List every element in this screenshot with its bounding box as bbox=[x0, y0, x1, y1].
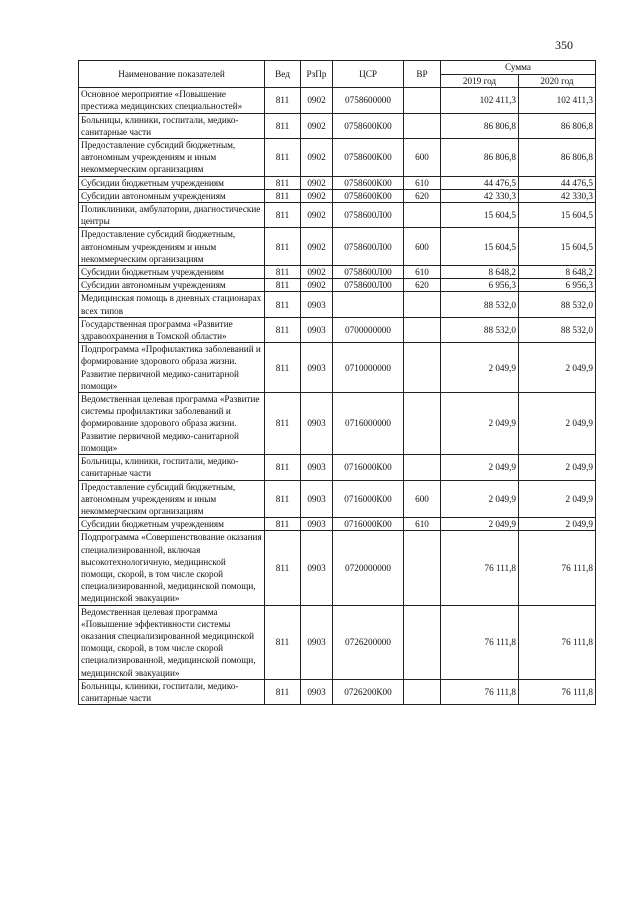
cell-csr: 0758600К00 bbox=[333, 189, 404, 202]
cell-csr: 0700000000 bbox=[333, 317, 404, 342]
cell-vr bbox=[404, 203, 441, 228]
cell-rzpr: 0902 bbox=[301, 176, 333, 189]
cell-sum-2020: 2 049,9 bbox=[519, 455, 596, 480]
cell-name: Субсидии автономным учреждениям bbox=[79, 189, 265, 202]
cell-name: Ведомственная целевая программа «Повышение эффективности системы оказания специализированной медицинской помощи, скорой, в том числе скорой специализированной, медицинской помощи, медицинской эвакуации» bbox=[79, 605, 265, 679]
cell-csr: 0716000К00 bbox=[333, 480, 404, 518]
header-2019: 2019 год bbox=[441, 75, 519, 88]
cell-csr: 0726200К00 bbox=[333, 679, 404, 704]
cell-sum-2020: 15 604,5 bbox=[519, 203, 596, 228]
cell-sum-2020: 42 330,3 bbox=[519, 189, 596, 202]
cell-sum-2020: 76 111,8 bbox=[519, 605, 596, 679]
table-row bbox=[79, 393, 596, 455]
cell-vr bbox=[404, 605, 441, 679]
cell-ved: 811 bbox=[265, 455, 301, 480]
cell-rzpr: 0902 bbox=[301, 279, 333, 292]
header-rzpr: РзПр bbox=[301, 61, 333, 88]
cell-name: Предоставление субсидий бюджетным, автономным учреждениям и иным некоммерческим организациям bbox=[79, 480, 265, 518]
cell-sum-2019: 102 411,3 bbox=[441, 88, 519, 113]
page-number: 350 bbox=[555, 38, 573, 52]
table-row bbox=[79, 266, 596, 279]
table-row bbox=[79, 113, 596, 138]
cell-vr: 600 bbox=[404, 480, 441, 518]
cell-ved: 811 bbox=[265, 343, 301, 393]
cell-vr: 600 bbox=[404, 228, 441, 266]
cell-sum-2019: 76 111,8 bbox=[441, 605, 519, 679]
cell-vr bbox=[404, 393, 441, 455]
cell-sum-2020: 2 049,9 bbox=[519, 393, 596, 455]
cell-rzpr: 0903 bbox=[301, 292, 333, 317]
cell-vr bbox=[404, 679, 441, 704]
cell-name: Предоставление субсидий бюджетным, автономным учреждениям и иным некоммерческим организациям bbox=[79, 139, 265, 177]
table-row bbox=[79, 279, 596, 292]
table-row bbox=[79, 203, 596, 228]
cell-rzpr: 0903 bbox=[301, 343, 333, 393]
cell-csr: 0710000000 bbox=[333, 343, 404, 393]
cell-ved: 811 bbox=[265, 189, 301, 202]
table-row bbox=[79, 518, 596, 531]
cell-sum-2020: 88 532,0 bbox=[519, 317, 596, 342]
cell-rzpr: 0902 bbox=[301, 203, 333, 228]
cell-rzpr: 0903 bbox=[301, 480, 333, 518]
cell-ved: 811 bbox=[265, 176, 301, 189]
table-row bbox=[79, 317, 596, 342]
cell-vr bbox=[404, 343, 441, 393]
cell-vr: 610 bbox=[404, 176, 441, 189]
cell-ved: 811 bbox=[265, 605, 301, 679]
cell-ved: 811 bbox=[265, 393, 301, 455]
table-row bbox=[79, 88, 596, 113]
table-header bbox=[79, 61, 596, 88]
cell-sum-2019: 2 049,9 bbox=[441, 343, 519, 393]
cell-name: Субсидии бюджетным учреждениям bbox=[79, 266, 265, 279]
cell-csr: 0758600Л00 bbox=[333, 266, 404, 279]
cell-csr: 0726200000 bbox=[333, 605, 404, 679]
cell-ved: 811 bbox=[265, 203, 301, 228]
header-2020: 2020 год bbox=[519, 75, 596, 88]
cell-ved: 811 bbox=[265, 679, 301, 704]
cell-csr bbox=[333, 292, 404, 317]
cell-name: Субсидии автономным учреждениям bbox=[79, 279, 265, 292]
cell-vr: 620 bbox=[404, 279, 441, 292]
cell-ved: 811 bbox=[265, 113, 301, 138]
cell-vr bbox=[404, 317, 441, 342]
cell-ved: 811 bbox=[265, 266, 301, 279]
cell-vr bbox=[404, 455, 441, 480]
cell-vr bbox=[404, 113, 441, 138]
cell-rzpr: 0902 bbox=[301, 139, 333, 177]
header-ved: Вед bbox=[265, 61, 301, 88]
cell-csr: 0758600Л00 bbox=[333, 279, 404, 292]
cell-sum-2020: 15 604,5 bbox=[519, 228, 596, 266]
cell-rzpr: 0902 bbox=[301, 189, 333, 202]
cell-ved: 811 bbox=[265, 480, 301, 518]
cell-sum-2020: 76 111,8 bbox=[519, 679, 596, 704]
cell-vr: 610 bbox=[404, 266, 441, 279]
header-sum: Сумма bbox=[441, 61, 596, 75]
cell-csr: 0716000000 bbox=[333, 393, 404, 455]
cell-rzpr: 0903 bbox=[301, 679, 333, 704]
cell-sum-2019: 86 806,8 bbox=[441, 139, 519, 177]
table-row bbox=[79, 455, 596, 480]
cell-rzpr: 0902 bbox=[301, 113, 333, 138]
cell-name: Ведомственная целевая программа «Развитие системы профилактики заболеваний и формирование здорового образа жизни. Развитие первичной медико-санитарной помощи» bbox=[79, 393, 265, 455]
cell-rzpr: 0902 bbox=[301, 266, 333, 279]
table-row bbox=[79, 605, 596, 679]
cell-sum-2019: 8 648,2 bbox=[441, 266, 519, 279]
cell-name: Медицинская помощь в дневных стационарах всех типов bbox=[79, 292, 265, 317]
cell-vr: 600 bbox=[404, 139, 441, 177]
cell-csr: 0758600К00 bbox=[333, 139, 404, 177]
table-row bbox=[79, 139, 596, 177]
header-csr: ЦСР bbox=[333, 61, 404, 88]
cell-sum-2020: 86 806,8 bbox=[519, 139, 596, 177]
cell-sum-2020: 102 411,3 bbox=[519, 88, 596, 113]
cell-sum-2020: 44 476,5 bbox=[519, 176, 596, 189]
cell-vr bbox=[404, 531, 441, 605]
cell-rzpr: 0903 bbox=[301, 518, 333, 531]
table-row bbox=[79, 228, 596, 266]
cell-ved: 811 bbox=[265, 88, 301, 113]
cell-csr: 0758600Л00 bbox=[333, 203, 404, 228]
cell-sum-2019: 76 111,8 bbox=[441, 531, 519, 605]
table-row bbox=[79, 531, 596, 605]
cell-rzpr: 0902 bbox=[301, 228, 333, 266]
cell-sum-2020: 76 111,8 bbox=[519, 531, 596, 605]
cell-sum-2020: 86 806,8 bbox=[519, 113, 596, 138]
cell-rzpr: 0903 bbox=[301, 317, 333, 342]
cell-name: Субсидии бюджетным учреждениям bbox=[79, 176, 265, 189]
cell-rzpr: 0903 bbox=[301, 605, 333, 679]
header-vr: ВР bbox=[404, 61, 441, 88]
cell-sum-2019: 15 604,5 bbox=[441, 203, 519, 228]
cell-name: Субсидии бюджетным учреждениям bbox=[79, 518, 265, 531]
cell-ved: 811 bbox=[265, 317, 301, 342]
cell-sum-2020: 2 049,9 bbox=[519, 480, 596, 518]
cell-sum-2020: 88 532,0 bbox=[519, 292, 596, 317]
cell-vr bbox=[404, 292, 441, 317]
cell-ved: 811 bbox=[265, 228, 301, 266]
cell-rzpr: 0903 bbox=[301, 455, 333, 480]
cell-sum-2019: 76 111,8 bbox=[441, 679, 519, 704]
cell-name: Основное мероприятие «Повышение престижа медицинских специальностей» bbox=[79, 88, 265, 113]
cell-ved: 811 bbox=[265, 531, 301, 605]
cell-ved: 811 bbox=[265, 518, 301, 531]
cell-vr: 620 bbox=[404, 189, 441, 202]
cell-rzpr: 0902 bbox=[301, 88, 333, 113]
cell-sum-2019: 44 476,5 bbox=[441, 176, 519, 189]
header-name: Наименование показателей bbox=[79, 61, 265, 88]
cell-ved: 811 bbox=[265, 292, 301, 317]
budget-table bbox=[78, 60, 596, 705]
cell-csr: 0716000К00 bbox=[333, 455, 404, 480]
cell-sum-2019: 2 049,9 bbox=[441, 393, 519, 455]
cell-sum-2019: 2 049,9 bbox=[441, 518, 519, 531]
cell-csr: 0720000000 bbox=[333, 531, 404, 605]
cell-sum-2020: 2 049,9 bbox=[519, 343, 596, 393]
cell-sum-2020: 8 648,2 bbox=[519, 266, 596, 279]
cell-rzpr: 0903 bbox=[301, 393, 333, 455]
cell-name: Подпрограмма «Профилактика заболеваний и формирование здорового образа жизни. Развитие первичной медико-санитарной помощи» bbox=[79, 343, 265, 393]
cell-sum-2019: 2 049,9 bbox=[441, 480, 519, 518]
cell-name: Больницы, клиники, госпитали, медико-санитарные части bbox=[79, 455, 265, 480]
cell-sum-2020: 6 956,3 bbox=[519, 279, 596, 292]
table-row bbox=[79, 189, 596, 202]
table-row bbox=[79, 480, 596, 518]
cell-sum-2019: 88 532,0 bbox=[441, 292, 519, 317]
cell-name: Больницы, клиники, госпитали, медико-санитарные части bbox=[79, 113, 265, 138]
table-row bbox=[79, 343, 596, 393]
cell-name: Поликлиники, амбулатории, диагностические центры bbox=[79, 203, 265, 228]
cell-vr bbox=[404, 88, 441, 113]
cell-name: Подпрограмма «Совершенствование оказания специализированной, включая высокотехнологичную, медицинской помощи, скорой, в том числе скорой специализированной, медицинской помощи, медицинской эвакуации» bbox=[79, 531, 265, 605]
cell-sum-2019: 42 330,3 bbox=[441, 189, 519, 202]
cell-csr: 0758600К00 bbox=[333, 113, 404, 138]
cell-sum-2020: 2 049,9 bbox=[519, 518, 596, 531]
cell-name: Больницы, клиники, госпитали, медико-санитарные части bbox=[79, 679, 265, 704]
cell-sum-2019: 15 604,5 bbox=[441, 228, 519, 266]
cell-ved: 811 bbox=[265, 139, 301, 177]
cell-csr: 0758600000 bbox=[333, 88, 404, 113]
cell-csr: 0758600К00 bbox=[333, 176, 404, 189]
cell-rzpr: 0903 bbox=[301, 531, 333, 605]
cell-sum-2019: 6 956,3 bbox=[441, 279, 519, 292]
cell-ved: 811 bbox=[265, 279, 301, 292]
cell-name: Государственная программа «Развитие здравоохранения в Томской области» bbox=[79, 317, 265, 342]
table-row bbox=[79, 292, 596, 317]
cell-sum-2019: 2 049,9 bbox=[441, 455, 519, 480]
cell-sum-2019: 88 532,0 bbox=[441, 317, 519, 342]
cell-csr: 0758600Л00 bbox=[333, 228, 404, 266]
cell-csr: 0716000К00 bbox=[333, 518, 404, 531]
table-body bbox=[79, 88, 596, 705]
cell-name: Предоставление субсидий бюджетным, автономным учреждениям и иным некоммерческим организациям bbox=[79, 228, 265, 266]
table-row bbox=[79, 679, 596, 704]
cell-vr: 610 bbox=[404, 518, 441, 531]
table-row bbox=[79, 176, 596, 189]
cell-sum-2019: 86 806,8 bbox=[441, 113, 519, 138]
